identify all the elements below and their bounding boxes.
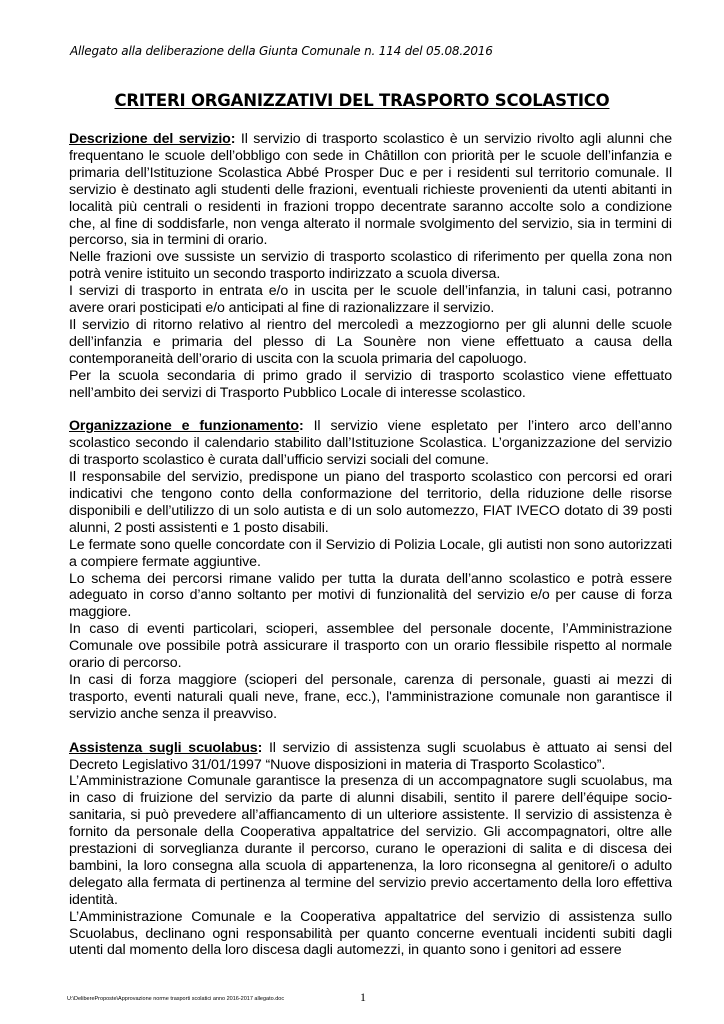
- heading-colon: :: [230, 131, 236, 147]
- section-assistenza: [69, 740, 672, 960]
- section-paragraph: Lo schema dei percorsi rimane valido per tutta la durata dell’anno scolastico e potrà essere adeguato in corso d’anno soltanto per motivi di funzionalità del servizio e/o per cause di forza maggiore.: [69, 570, 672, 621]
- document-title: CRITERI ORGANIZZATIVI DEL TRASPORTO SCOLASTICO: [114, 91, 610, 110]
- section-paragraph: Il servizio di ritorno relativo al rientro del mercoledì a mezzogiorno per gli alunni delle scuole dell’infanzia e primaria del plesso di La Sounère non viene effettuato a causa della contemporaneità dell’orario di uscita con la scuola primaria del capoluogo.: [69, 316, 672, 367]
- section-paragraph: In caso di eventi particolari, scioperi, assemblee del personale docente, l’Amministrazione Comunale ove possibile potrà assicurare il trasporto con un orario flessibile rispetto al normale orario di percorso.: [69, 621, 672, 672]
- section-descrizione: [69, 131, 672, 402]
- paragraph-text: Il servizio di assistenza sugli scuolabus è attuato ai sensi del Decreto Legislativo 31/01/1997 “Nuove disposizioni in materia di Trasporto Scolastico”.: [69, 739, 673, 773]
- section-heading: Organizzazione e funzionamento: [69, 418, 299, 435]
- section-organizzazione: [69, 418, 672, 722]
- paragraph-text: Il servizio viene espletato per l’intero arco dell’anno scolastico secondo il calendario stabilito dall’Istituzione Scolastica. L’organizzazione del servizio di trasporto scolastico è curata dall’ufficio servizi sociali del comune.: [69, 418, 672, 469]
- section-heading: Descrizione del servizio: [69, 131, 231, 147]
- section-paragraph: Nelle frazioni ove sussiste un servizio di trasporto scolastico di riferimento per quella zona non potrà venire istituito un secondo trasporto indirizzato a scuola diversa.: [69, 249, 672, 283]
- document-body: [69, 131, 672, 976]
- section-paragraph: I servizi di trasporto in entrata e/o in uscita per le scuole dell’infanzia, in taluni casi, potranno avere orari posticipati e/o anticipati al fine di razionalizzare il servizio.: [69, 283, 672, 317]
- section-paragraph: Il responsabile del servizio, predispone un piano del trasporto scolastico con percorsi ed orari indicativi che tengono conto della conformazione del territorio, della riduzione delle risorse disponibili e dell’utilizzo di un solo autista e di un solo automezzo, FIAT IVECO dotato di 39 posti alunni, 2 posti assistenti e 1 posto disabili.: [69, 469, 672, 536]
- section-heading: Assistenza sugli scuolabus: [69, 739, 258, 756]
- section-paragraph: Per la scuola secondaria di primo grado il servizio di trasporto scolastico viene effettuato nell’ambito dei servizi di Trasporto Pubblico Locale di interesse scolastico.: [69, 367, 672, 401]
- page-number: 1: [360, 990, 366, 1004]
- section-paragraph: [69, 740, 672, 774]
- heading-colon: :: [298, 418, 304, 435]
- footer-file-path: U:\DelibereProposte\Approvazione norme trasporti scolatici anno 2016-2017 allegato.doc: [67, 996, 285, 1002]
- section-paragraph: [69, 131, 672, 249]
- heading-colon: :: [257, 739, 263, 756]
- paragraph-text: Il servizio di trasporto scolastico è un servizio rivolto agli alunni che frequentano le scuole dell’obbligo con sede in Châtillon con priorità per le scuole dell’infanzia e primaria dell’Istituzione Scolastica Abbé Prosper Duc e per i residenti sul territorio comunale. Il servizio è destinato agli studenti delle frazioni, eventuali richieste provenienti da utenti abitanti in località più centrali o residenti in frazioni troppo decentrate saranno accolte solo a condizione che, al fine di soddisfarle, non venga alterato il normale svolgimento del servizio, sia in termini di percorso, sia in termini di orario.: [69, 131, 673, 249]
- page-header: Allegato alla deliberazione della Giunta Comunale n. 114 del 05.08.2016: [70, 44, 493, 58]
- section-paragraph: [69, 418, 672, 469]
- section-paragraph: L’Amministrazione Comunale garantisce la presenza di un accompagnatore sugli scuolabus, ma in caso di fruizione del servizio da parte di alunni disabili, sentito il parere dell’équipe socio-sanitaria, si può prevedere all’affiancamento di un ulteriore assistente. Il servizio di assistenza è fornito da personale della Cooperativa appaltatrice del servizio. Gli accompagnatori, oltre alle prestazioni di sorveglianza durante il percorso, curano le operazioni di salita e di discesa dei bambini, la loro consegna alla scuola di appartenenza, la loro riconsegna al genitore/i o adulto delegato alla fermata di pertinenza al termine del servizio previo accertamento della loro effettiva identità.: [69, 773, 672, 908]
- section-paragraph: Le fermate sono quelle concordate con il Servizio di Polizia Locale, gli autisti non sono autorizzati a compiere fermate aggiuntive.: [69, 536, 672, 570]
- section-paragraph: In casi di forza maggiore (scioperi del personale, carenza di personale, guasti ai mezzi di trasporto, eventi naturali quali neve, frane, ecc.), l'amministrazione comunale non garantisce il servizio anche senza il preavviso.: [69, 671, 672, 722]
- section-paragraph: L’Amministrazione Comunale e la Cooperativa appaltatrice del servizio di assistenza sullo Scuolabus, declinano ogni responsabilità per quanto concerne eventuali incidenti subiti dagli utenti dal momento della loro discesa dagli automezzi, in quanto sono i genitori ad essere: [69, 908, 672, 959]
